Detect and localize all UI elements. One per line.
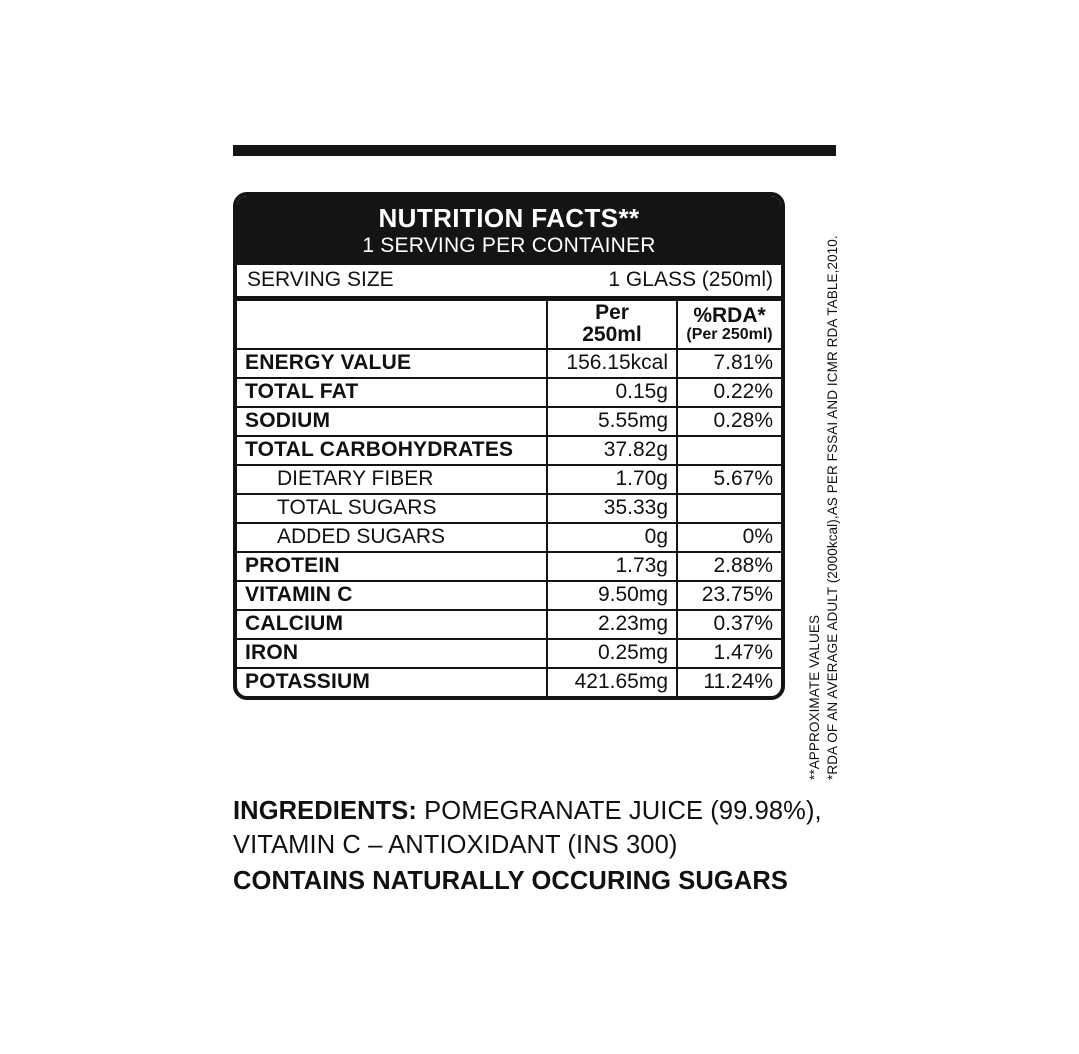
serving-size-row <box>237 265 781 299</box>
nutrition-facts-header <box>237 196 781 265</box>
table-row <box>237 552 781 581</box>
row-rda: 0.37% <box>677 610 781 639</box>
contains-sugars-note: CONTAINS NATURALLY OCCURING SUGARS <box>233 867 788 896</box>
table-row <box>237 349 781 378</box>
table-row <box>237 378 781 407</box>
servings-per-container: 1 SERVING PER CONTAINER <box>362 234 656 258</box>
row-amount: 0.25mg <box>547 639 677 668</box>
row-label: TOTAL SUGARS <box>237 494 547 523</box>
row-rda <box>677 494 781 523</box>
table-row <box>237 581 781 610</box>
header-nutrient-blank <box>237 300 547 349</box>
footnote-rda-source: *RDA OF AN AVERAGE ADULT (2000kcal),AS PER FSSAI AND ICMR RDA TABLE,2010. <box>825 235 840 780</box>
header-rda-line1: %RDA* <box>693 303 766 327</box>
table-row <box>237 610 781 639</box>
row-label: PROTEIN <box>237 552 547 581</box>
row-label: DIETARY FIBER <box>237 465 547 494</box>
row-amount: 421.65mg <box>547 668 677 696</box>
table-row <box>237 494 781 523</box>
row-rda: 1.47% <box>677 639 781 668</box>
header-rda <box>677 300 781 349</box>
table-row <box>237 407 781 436</box>
row-label: IRON <box>237 639 547 668</box>
row-amount: 2.23mg <box>547 610 677 639</box>
row-label: TOTAL FAT <box>237 378 547 407</box>
row-amount: 35.33g <box>547 494 677 523</box>
row-rda: 7.81% <box>677 349 781 378</box>
row-rda <box>677 436 781 465</box>
ingredients-text: POMEGRANATE JUICE (99.98%), VITAMIN C – ANTIOXIDANT (INS 300) <box>233 797 822 859</box>
header-amount-line2: 250ml <box>582 323 642 347</box>
row-amount: 156.15kcal <box>547 349 677 378</box>
row-amount: 1.73g <box>547 552 677 581</box>
table-row <box>237 523 781 552</box>
row-label: VITAMIN C <box>237 581 547 610</box>
row-label: ADDED SUGARS <box>237 523 547 552</box>
row-label: TOTAL CARBOHYDRATES <box>237 436 547 465</box>
header-amount-line1: Per <box>595 301 629 325</box>
row-amount: 5.55mg <box>547 407 677 436</box>
row-amount: 1.70g <box>547 465 677 494</box>
nutrition-facts-panel <box>233 192 785 700</box>
row-rda: 23.75% <box>677 581 781 610</box>
table-row <box>237 465 781 494</box>
row-rda: 2.88% <box>677 552 781 581</box>
row-rda: 0.28% <box>677 407 781 436</box>
table-row <box>237 436 781 465</box>
ingredients-block <box>233 795 873 899</box>
row-rda: 11.24% <box>677 668 781 696</box>
row-label: CALCIUM <box>237 610 547 639</box>
row-label: ENERGY VALUE <box>237 349 547 378</box>
serving-size-value: 1 GLASS (250ml) <box>608 268 773 292</box>
ingredients-line <box>233 795 873 862</box>
row-rda: 0% <box>677 523 781 552</box>
page-title: NUTRITION FACTS** <box>378 203 640 233</box>
ingredients-heading: INGREDIENTS: <box>233 797 417 825</box>
row-amount: 0g <box>547 523 677 552</box>
row-amount: 9.50mg <box>547 581 677 610</box>
table-header-row <box>237 300 781 349</box>
nutrition-table <box>237 299 781 696</box>
row-amount: 37.82g <box>547 436 677 465</box>
table-row <box>237 668 781 696</box>
row-label: SODIUM <box>237 407 547 436</box>
footnote-vertical <box>795 186 840 786</box>
header-rda-line2: (Per 250ml) <box>686 325 773 343</box>
row-label: POTASSIUM <box>237 668 547 696</box>
table-row <box>237 639 781 668</box>
row-rda: 0.22% <box>677 378 781 407</box>
top-divider-rule <box>233 145 836 156</box>
row-amount: 0.15g <box>547 378 677 407</box>
row-rda: 5.67% <box>677 465 781 494</box>
header-amount <box>547 300 677 349</box>
serving-size-label: SERVING SIZE <box>247 268 394 292</box>
footnote-approximate-values: **APPROXIMATE VALUES <box>807 614 822 780</box>
